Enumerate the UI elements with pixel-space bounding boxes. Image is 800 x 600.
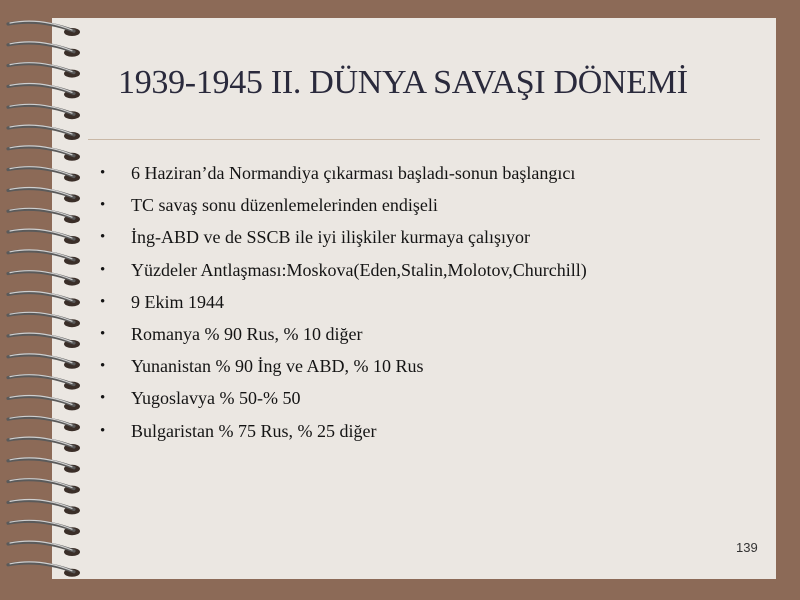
bullet-icon: • bbox=[100, 390, 106, 407]
list-item bbox=[100, 382, 587, 414]
ring bbox=[8, 458, 80, 473]
ring bbox=[8, 375, 80, 390]
bullet-text: İng-ABD ve de SSCB ile iyi ilişkiler kurmaya çalışıyor bbox=[131, 227, 530, 248]
bullet-text: Romanya % 90 Rus, % 10 diğer bbox=[131, 323, 363, 344]
list-item bbox=[100, 350, 587, 382]
ring bbox=[8, 42, 80, 57]
bullet-icon: • bbox=[100, 165, 106, 181]
ring bbox=[8, 271, 80, 286]
ring bbox=[8, 125, 80, 140]
ring bbox=[8, 167, 80, 182]
bullet-icon: • bbox=[100, 229, 106, 246]
ring bbox=[8, 437, 80, 452]
ring bbox=[8, 312, 80, 327]
bullet-icon: • bbox=[100, 358, 106, 375]
list-item bbox=[100, 415, 587, 447]
ring bbox=[8, 541, 80, 556]
ring bbox=[8, 188, 80, 203]
ring bbox=[8, 146, 80, 161]
ring bbox=[8, 292, 80, 307]
bullet-icon: • bbox=[100, 261, 106, 278]
bullet-icon: • bbox=[100, 197, 106, 214]
title-divider bbox=[88, 139, 760, 140]
bullet-icon: • bbox=[100, 293, 106, 310]
bullet-text: Yüzdeler Antlaşması:Moskova(Eden,Stalin,Molotov,Churchill) bbox=[131, 259, 587, 280]
list-item bbox=[100, 157, 587, 189]
list-item bbox=[100, 189, 587, 221]
page-number: 139 bbox=[736, 540, 758, 555]
ring bbox=[8, 416, 80, 431]
ring bbox=[8, 104, 80, 119]
bullet-text: Bulgaristan % 75 Rus, % 25 diğer bbox=[131, 420, 377, 441]
bullet-icon: • bbox=[100, 325, 106, 342]
ring bbox=[8, 500, 80, 515]
list-item bbox=[100, 286, 587, 318]
bullet-text: 6 Haziran’da Normandiya çıkarması başladı-sonun başlangıcı bbox=[131, 163, 576, 183]
slide-title: 1939-1945 II. DÜNYA SAVAŞI DÖNEMİ bbox=[118, 64, 688, 101]
list-item bbox=[100, 254, 587, 286]
bullet-list bbox=[100, 157, 587, 447]
ring bbox=[8, 396, 80, 411]
ring bbox=[8, 229, 80, 244]
ring bbox=[8, 562, 80, 577]
spiral-binding-icon bbox=[0, 0, 100, 600]
ring bbox=[8, 63, 80, 78]
ring bbox=[8, 250, 80, 265]
ring bbox=[8, 208, 80, 223]
bullet-text: 9 Ekim 1944 bbox=[131, 291, 224, 312]
bullet-icon: • bbox=[100, 422, 106, 439]
list-item bbox=[100, 318, 587, 350]
ring bbox=[8, 21, 80, 36]
bullet-text: Yugoslavya % 50-% 50 bbox=[131, 388, 301, 409]
bullet-text: Yunanistan % 90 İng ve ABD, % 10 Rus bbox=[131, 356, 424, 377]
ring bbox=[8, 84, 80, 99]
ring bbox=[8, 520, 80, 535]
ring bbox=[8, 333, 80, 348]
bullet-text: TC savaş sonu düzenlemelerinden endişeli bbox=[131, 195, 438, 216]
ring bbox=[8, 354, 80, 369]
list-item bbox=[100, 221, 587, 253]
ring bbox=[8, 479, 80, 494]
